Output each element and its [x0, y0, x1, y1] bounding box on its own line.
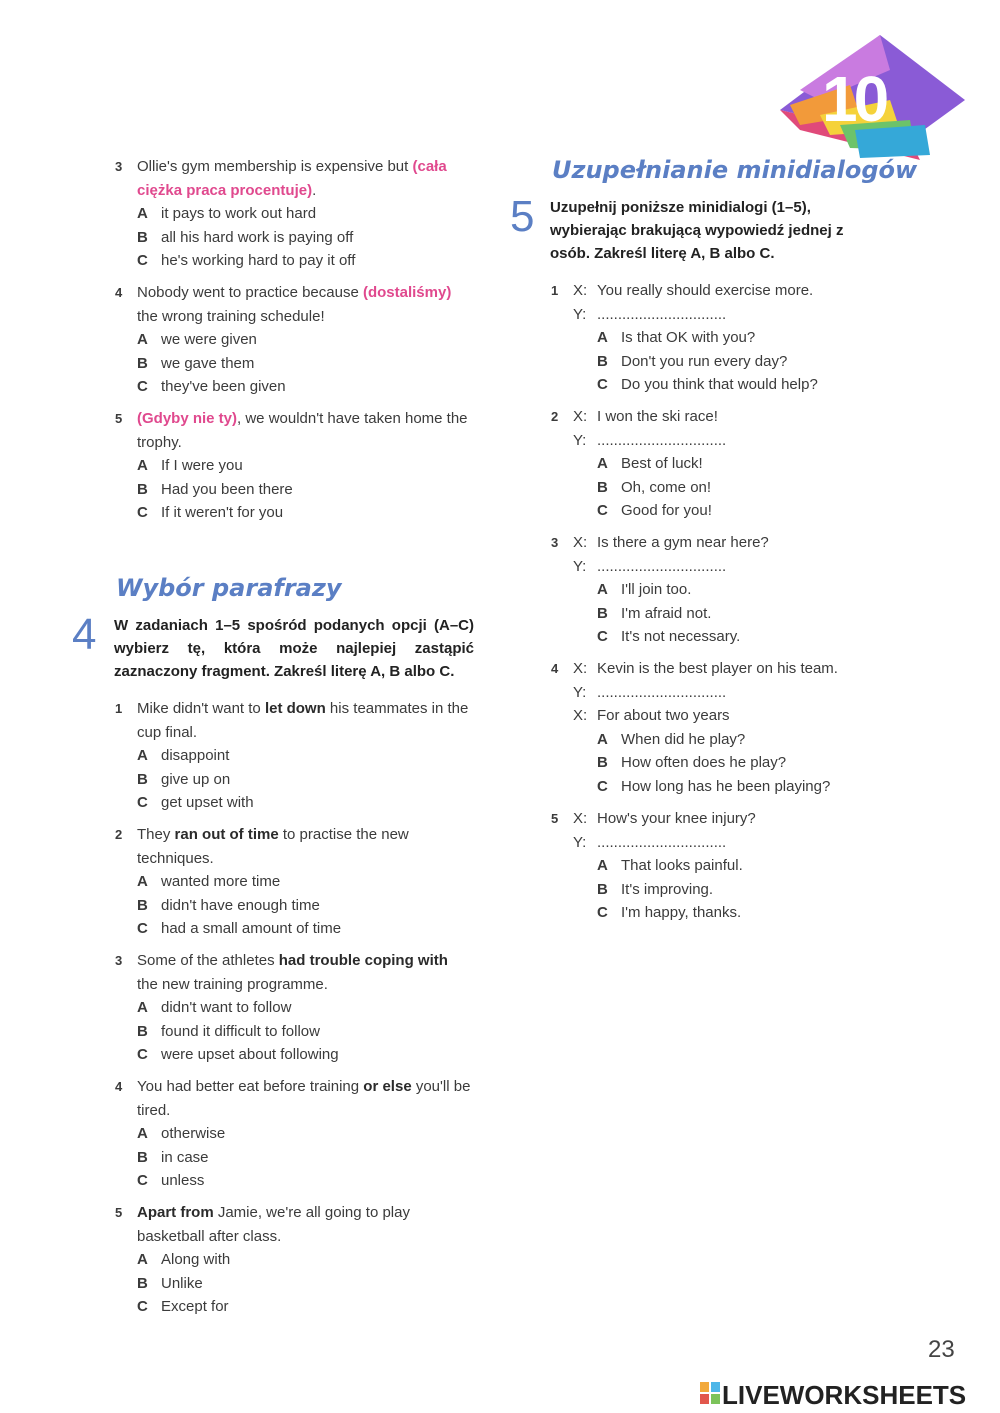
option-text: Along with	[161, 1251, 231, 1268]
answer-option[interactable]	[137, 226, 472, 250]
speaker-label: Y:	[573, 431, 587, 449]
dialog-line	[573, 279, 873, 303]
answer-option[interactable]	[137, 1043, 472, 1067]
option-letter: A	[137, 999, 148, 1016]
question-item	[115, 407, 472, 525]
option-text: we were given	[161, 331, 257, 348]
option-letter: A	[137, 205, 148, 222]
question-number: 3	[115, 159, 123, 174]
dialog-number: 1	[551, 283, 559, 298]
answer-option[interactable]	[573, 854, 873, 878]
answer-option[interactable]	[137, 917, 472, 941]
dialog-text: ...............................	[597, 305, 727, 323]
option-letter: C	[137, 252, 148, 269]
speaker-label: Y:	[573, 305, 587, 323]
section-4-title: Wybór parafrazy	[116, 574, 342, 602]
answer-option[interactable]	[573, 326, 873, 350]
option-letter: A	[597, 730, 608, 748]
speaker-label: Y:	[573, 557, 587, 575]
answer-option[interactable]	[573, 476, 873, 500]
option-letter: A	[597, 857, 608, 874]
option-text: Had you been there	[161, 480, 293, 498]
option-letter: B	[137, 896, 148, 914]
question-stem: Some of the athletes had trouble coping with the new training programme.	[137, 952, 448, 993]
option-text: in case	[161, 1148, 209, 1166]
dialog-line	[573, 704, 873, 728]
dialog-item	[551, 279, 873, 397]
question-item	[115, 697, 472, 815]
question-item	[115, 155, 472, 273]
option-letter: C	[597, 904, 608, 921]
speaker-label: X:	[573, 408, 588, 425]
dialog-text: How's your knee injury?	[597, 810, 756, 827]
section-5-title: Uzupełnianie minidialogów	[552, 156, 918, 184]
highlighted-fragment: Apart from	[137, 1204, 214, 1221]
option-text: I'll join too.	[621, 581, 692, 598]
option-letter: B	[597, 604, 608, 622]
dialog-number: 2	[551, 409, 559, 424]
liveworksheets-logo-icon	[700, 1382, 720, 1404]
answer-option[interactable]	[573, 878, 873, 902]
liveworksheets-watermark: LIVEWORKSHEETS	[722, 1380, 967, 1410]
answer-option[interactable]	[137, 996, 472, 1020]
dialog-text: You really should exercise more.	[597, 282, 814, 299]
dialog-text: ...............................	[597, 833, 727, 851]
dialog-item	[551, 531, 873, 649]
highlighted-fragment: or else	[363, 1078, 412, 1095]
dialog-line	[573, 657, 873, 681]
option-text: When did he play?	[621, 730, 746, 748]
option-text: Don't you run every day?	[621, 352, 788, 370]
answer-option[interactable]	[137, 454, 472, 478]
option-text: give up on	[161, 770, 231, 788]
option-letter: B	[137, 228, 148, 246]
dialog-text: For about two years	[597, 707, 730, 724]
option-text: all his hard work is paying off	[161, 228, 354, 246]
question-stem: You had better eat before training or else you'll be tired.	[137, 1078, 471, 1119]
option-letter: C	[137, 794, 148, 811]
answer-option[interactable]	[573, 452, 873, 476]
section-5-instruction: Uzupełnij poniższe minidialogi (1–5), wybierając brakującą wypowiedź jednej z osób. Zakreśl literę A, B albo C.	[550, 199, 844, 262]
option-letter: C	[137, 1046, 148, 1063]
option-letter: B	[137, 1274, 148, 1292]
answer-option[interactable]	[137, 249, 472, 273]
answer-option[interactable]	[573, 602, 873, 626]
option-text: didn't have enough time	[161, 896, 320, 914]
dialog-text: ...............................	[597, 557, 727, 575]
speaker-label: X:	[573, 810, 588, 827]
option-letter: C	[597, 502, 608, 519]
option-letter: C	[597, 777, 608, 795]
question-item	[115, 949, 472, 1067]
highlighted-fragment: ran out of time	[174, 826, 279, 843]
question-number: 3	[115, 953, 123, 968]
option-text: If it weren't for you	[161, 504, 284, 521]
question-item	[115, 823, 472, 941]
dialog-number: 5	[551, 811, 559, 826]
answer-option[interactable]	[137, 375, 472, 399]
answer-option[interactable]	[137, 328, 472, 352]
option-text: were upset about following	[161, 1046, 339, 1063]
option-letter: C	[137, 504, 148, 521]
dialog-item	[551, 807, 873, 925]
section-5-number: 5	[510, 192, 535, 241]
question-number: 1	[115, 701, 123, 716]
dialog-text: Kevin is the best player on his team.	[597, 660, 838, 677]
question-stem: Nobody went to practice because (dostaliśmy) the wrong training schedule!	[137, 284, 452, 325]
highlighted-fragment: had trouble coping with	[278, 952, 448, 969]
option-letter: A	[597, 581, 608, 598]
unit-number: 10	[822, 63, 886, 135]
option-text: That looks painful.	[621, 857, 743, 874]
option-text: wanted more time	[161, 873, 281, 890]
option-text: disappoint	[161, 747, 230, 764]
dialog-line	[573, 807, 873, 831]
polish-fragment: (Gdyby nie ty)	[137, 410, 238, 427]
option-text: Do you think that would help?	[621, 376, 818, 393]
speaker-label: X:	[573, 660, 588, 677]
option-letter: C	[137, 1298, 148, 1315]
answer-option[interactable]	[137, 1248, 472, 1272]
polish-fragment: (cała ciężka praca procentuje)	[137, 158, 447, 199]
option-text: It's improving.	[621, 880, 714, 898]
option-text: Oh, come on!	[621, 478, 712, 496]
dialog-text: I won the ski race!	[597, 408, 718, 425]
option-letter: B	[597, 478, 608, 496]
option-text: they've been given	[161, 378, 286, 395]
question-item	[115, 281, 472, 399]
dialog-text: ...............................	[597, 683, 727, 701]
option-letter: A	[597, 455, 608, 472]
option-text: didn't want to follow	[161, 999, 292, 1016]
section-4-number: 4	[72, 610, 97, 659]
dialog-item	[551, 405, 873, 523]
question-item	[115, 1201, 472, 1319]
option-text: found it difficult to follow	[161, 1022, 320, 1040]
option-letter: B	[597, 880, 608, 898]
dialog-line	[573, 303, 873, 327]
option-text: If I were you	[161, 457, 243, 474]
answer-option[interactable]	[573, 751, 873, 775]
answer-option[interactable]	[573, 578, 873, 602]
dialog-number: 3	[551, 535, 559, 550]
answer-option[interactable]	[573, 373, 873, 397]
answer-option[interactable]	[137, 1272, 472, 1296]
question-stem: Ollie's gym membership is expensive but (cała ciężka praca procentuje).	[137, 158, 447, 199]
answer-option[interactable]	[137, 1295, 472, 1319]
dialog-line	[573, 405, 873, 429]
answer-option[interactable]	[137, 768, 472, 792]
option-letter: C	[137, 378, 148, 395]
question-number: 5	[115, 1205, 123, 1220]
option-text: It's not necessary.	[621, 628, 741, 645]
option-text: Good for you!	[621, 502, 712, 519]
option-letter: A	[597, 329, 608, 346]
highlighted-fragment: let down	[264, 700, 326, 717]
speaker-label: X:	[573, 707, 588, 724]
question-stem: They ran out of time to practise the new techniques.	[137, 826, 409, 867]
dialog-line	[573, 555, 873, 579]
speaker-label: Y:	[573, 683, 587, 701]
option-letter: B	[597, 352, 608, 370]
option-text: he's working hard to pay it off	[161, 252, 356, 269]
option-letter: A	[137, 1125, 148, 1142]
option-letter: A	[137, 873, 148, 890]
option-text: How often does he play?	[621, 754, 787, 771]
question-number: 4	[115, 1079, 123, 1094]
answer-option[interactable]	[137, 1020, 472, 1044]
answer-option[interactable]	[137, 352, 472, 376]
option-letter: B	[137, 1022, 148, 1040]
question-number: 4	[115, 285, 123, 300]
page-number: 23	[928, 1336, 955, 1363]
option-text: it pays to work out hard	[161, 205, 317, 222]
option-letter: C	[137, 920, 148, 937]
option-text: Best of luck!	[621, 455, 703, 472]
option-text: Unlike	[161, 1274, 203, 1292]
section-4-instruction: W zadaniach 1–5 spośród podanych opcji (A–C) wybierz tę, która może najlepiej zastąpić zaznaczony fragment. Zakreśl literę A, B albo C.	[114, 617, 474, 680]
question-item	[115, 1075, 472, 1193]
speaker-label: X:	[573, 534, 588, 551]
dialog-line	[573, 429, 873, 453]
option-text: How long has he been playing?	[621, 777, 831, 795]
answer-option[interactable]	[137, 1146, 472, 1170]
answer-option[interactable]	[137, 894, 472, 918]
answer-option[interactable]	[137, 501, 472, 525]
dialog-text: ...............................	[597, 431, 727, 449]
option-text: unless	[161, 1172, 205, 1189]
answer-option[interactable]	[573, 901, 873, 925]
answer-option[interactable]	[137, 1169, 472, 1193]
answer-option[interactable]	[137, 1122, 472, 1146]
answer-option[interactable]	[573, 350, 873, 374]
question-number: 2	[115, 827, 123, 842]
unit-badge	[760, 30, 970, 170]
dialog-text: Is there a gym near here?	[597, 534, 769, 551]
option-text: I'm afraid not.	[621, 604, 712, 622]
option-text: I'm happy, thanks.	[621, 904, 742, 921]
option-letter: B	[137, 1148, 148, 1166]
option-text: Except for	[161, 1298, 229, 1315]
option-text: we gave them	[161, 354, 255, 372]
answer-option[interactable]	[137, 478, 472, 502]
answer-option[interactable]	[137, 870, 472, 894]
dialog-number: 4	[551, 661, 559, 676]
answer-option[interactable]	[137, 202, 472, 226]
option-letter: A	[137, 457, 148, 474]
option-text: Is that OK with you?	[621, 329, 756, 346]
answer-option[interactable]	[573, 775, 873, 799]
option-letter: C	[137, 1172, 148, 1189]
option-text: otherwise	[161, 1125, 226, 1142]
answer-option[interactable]	[573, 728, 873, 752]
option-letter: A	[137, 747, 148, 764]
option-letter: A	[137, 331, 148, 348]
answer-option[interactable]	[137, 744, 472, 768]
option-text: get upset with	[161, 794, 254, 811]
option-letter: B	[137, 354, 148, 372]
answer-option[interactable]	[573, 625, 873, 649]
dialog-line	[573, 531, 873, 555]
question-stem: Mike didn't want to let down his teammates in the cup final.	[137, 700, 469, 741]
polish-fragment: (dostaliśmy)	[362, 284, 452, 301]
option-letter: B	[597, 754, 608, 771]
option-letter: C	[597, 628, 608, 645]
speaker-label: Y:	[573, 833, 587, 851]
question-number: 5	[115, 411, 123, 426]
question-stem: (Gdyby nie ty), we wouldn't have taken home the trophy.	[137, 410, 468, 451]
question-stem: Apart from Jamie, we're all going to play basketball after class.	[137, 1204, 410, 1245]
answer-option[interactable]	[573, 499, 873, 523]
option-letter: A	[137, 1251, 148, 1268]
dialog-item	[551, 657, 873, 798]
option-text: had a small amount of time	[161, 920, 342, 937]
speaker-label: X:	[573, 282, 588, 299]
option-letter: B	[137, 770, 148, 788]
answer-option[interactable]	[137, 791, 472, 815]
option-letter: C	[597, 376, 608, 393]
dialog-line	[573, 831, 873, 855]
option-letter: B	[137, 480, 148, 498]
dialog-line	[573, 681, 873, 705]
